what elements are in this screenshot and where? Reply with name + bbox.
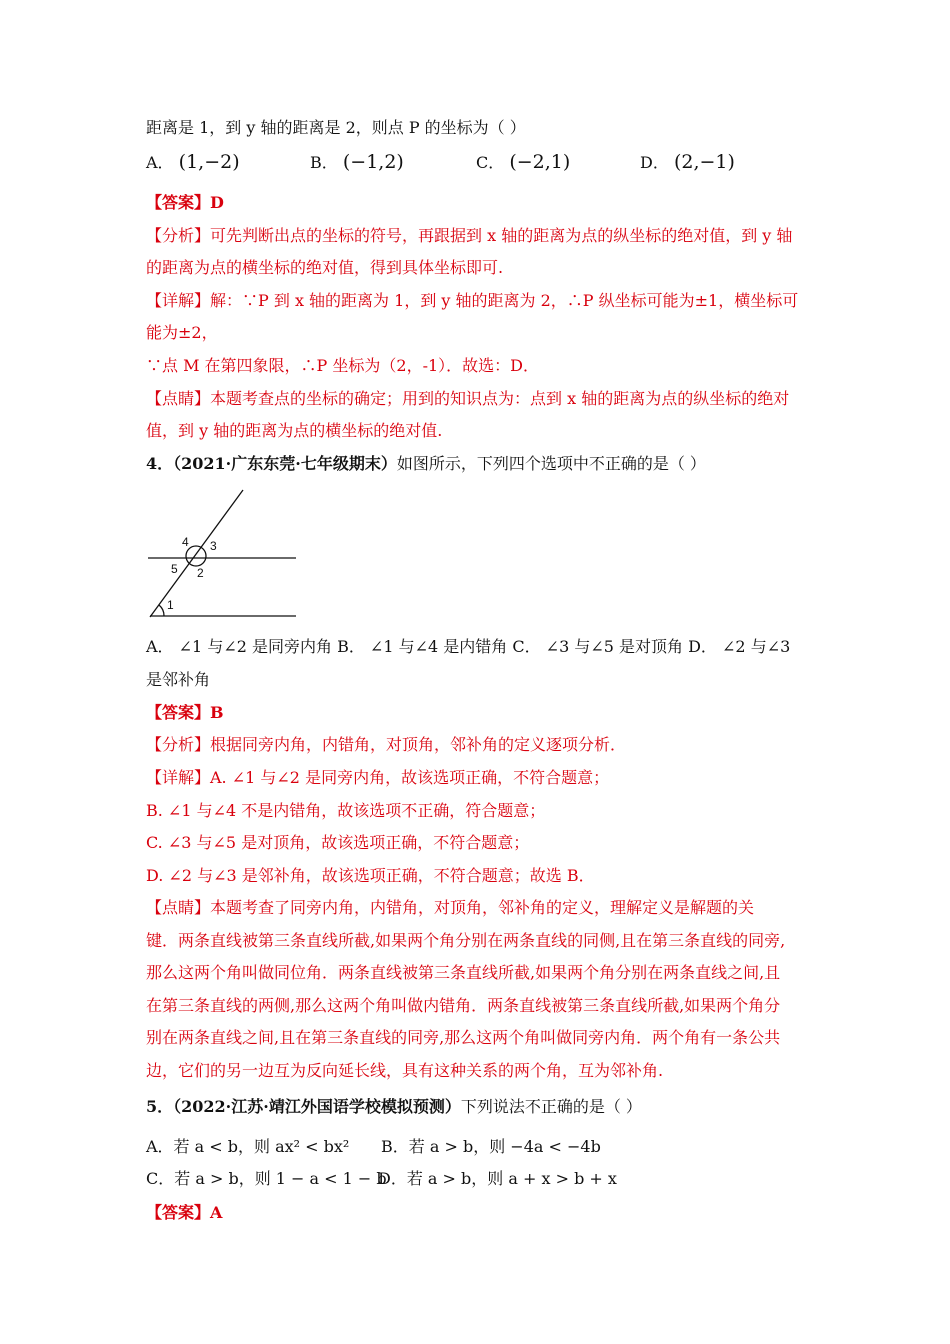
- q4-comment-line-2: 键．两条直线被第三条直线所截,如果两个角分别在两条直线的同侧,且在第三条直线的同旁,: [146, 931, 786, 950]
- q5-option-b: B．若 a > b，则 −4a < −4b: [381, 1137, 601, 1156]
- q5-option-c: C．若 a > b，则 1 − a < 1 − b: [146, 1169, 387, 1188]
- q4-detail-line-3: C. ∠3 与∠5 是对顶角，故该选项正确，不符合题意；: [146, 833, 530, 852]
- q3-option-c-value: (−2,1): [509, 151, 571, 173]
- angle-1-arc: [159, 605, 164, 616]
- angle-label-5: 5: [171, 562, 178, 576]
- angle-arc-circle: [186, 546, 206, 566]
- q4-number: 4．: [146, 454, 174, 473]
- q4-analysis: 【分析】根据同旁内角，内错角，对顶角，邻补角的定义逐项分析．: [146, 735, 627, 754]
- q5-number: 5．: [146, 1097, 174, 1116]
- q3-option-d: [640, 150, 735, 175]
- q3-option-c-label: C．: [476, 153, 505, 172]
- q3-option-a-value: (1,−2): [178, 151, 240, 173]
- q4-heading: [146, 454, 706, 474]
- q5-stem: 下列说法不正确的是（ ）: [460, 1097, 642, 1116]
- q4-comment-line-3: 那么这两个角叫做同位角．两条直线被第三条直线所截,如果两个角分别在两条直线之间,且: [146, 963, 781, 982]
- q4-detail-line-2: B. ∠1 与∠4 不是内错角，故该选项不正确，符合题意；: [146, 801, 546, 820]
- angle-label-3: 3: [210, 539, 217, 553]
- q3-option-c: [476, 150, 570, 175]
- q5-source: （2022·江苏·靖江外国语学校模拟预测）: [173, 1097, 461, 1116]
- q3-detail-line-2: 能为±2，: [146, 323, 218, 342]
- q4-source: （2021·广东东莞·七年级期末）: [173, 454, 397, 473]
- q5-option-d: D．若 a > b，则 a + x > b + x: [378, 1169, 617, 1188]
- q3-analysis-line-1: 【分析】可先判断出点的坐标的符号，再跟据到 x 轴的距离为点的纵坐标的绝对值，到 y 轴: [146, 226, 793, 245]
- q4-stem: 如图所示，下列四个选项中不正确的是（ ）: [396, 454, 706, 473]
- q4-comment-line-4: 在第三条直线的两侧,那么这两个角叫做内错角．两条直线被第三条直线所截,如果两个角分: [146, 996, 781, 1015]
- q4-comment-line-5: 别在两条直线之间,且在第三条直线的同旁,那么这两个角叫做同旁内角．两个角有一条公共: [146, 1028, 781, 1047]
- q4-answer: 【答案】B: [146, 703, 224, 722]
- q4-options-line-2: 是邻补角: [146, 670, 211, 689]
- q3-comment-line-1: 【点睛】本题考查点的坐标的确定；用到的知识点为：点到 x 轴的距离为点的纵坐标的绝对: [146, 389, 790, 408]
- q4-detail-line-4: D. ∠2 与∠3 是邻补角，故该选项正确，不符合题意；故选 B．: [146, 866, 595, 885]
- q3-comment-line-2: 值，到 y 轴的距离为点的横坐标的绝对值.: [146, 421, 443, 440]
- q3-answer: 【答案】D: [146, 193, 224, 212]
- angle-label-4: 4: [182, 535, 189, 549]
- q3-detail-line-3: ∵点 M 在第四象限，∴P 坐标为（2，-1）．故选：D．: [146, 356, 540, 375]
- q4-comment-line-6: 边，它们的另一边互为反向延长线，具有这种关系的两个角，互为邻补角.: [146, 1061, 664, 1080]
- q3-option-d-label: D．: [640, 153, 669, 172]
- q5-option-a: A．若 a < b，则 ax² < bx²: [146, 1137, 350, 1156]
- q3-analysis-line-2: 的距离为点的横坐标的绝对值，得到具体坐标即可.: [146, 258, 504, 277]
- q4-angle-figure: [140, 486, 310, 624]
- q5-answer: 【答案】A: [146, 1203, 223, 1222]
- q3-option-b-label: B．: [310, 153, 338, 172]
- q3-stem-line: 距离是 1，到 y 轴的距离是 2，则点 P 的坐标为（ ）: [146, 118, 526, 137]
- q4-options-line-1: A． ∠1 与∠2 是同旁内角 B． ∠1 与∠4 是内错角 C． ∠3 与∠5 是对顶角 D． ∠2 与∠3: [146, 637, 791, 656]
- q4-detail-line-1: 【详解】A. ∠1 与∠2 是同旁内角，故该选项正确，不符合题意；: [146, 768, 610, 787]
- q3-option-b: [310, 150, 404, 175]
- transversal-line: [150, 490, 243, 617]
- q5-heading: [146, 1097, 642, 1117]
- angle-label-2: 2: [197, 566, 204, 580]
- q3-option-a: [146, 150, 240, 175]
- q3-option-a-label: A．: [146, 153, 174, 172]
- angle-label-1: 1: [167, 598, 174, 612]
- q4-comment-line-1: 【点睛】本题考查了同旁内角，内错角，对顶角，邻补角的定义，理解定义是解题的关: [146, 898, 755, 917]
- q3-option-b-value: (−1,2): [342, 151, 404, 173]
- q3-detail-line-1: 【详解】解：∵P 到 x 轴的距离为 1，到 y 轴的距离为 2，∴P 纵坐标可能为±1，横坐标可: [146, 291, 799, 310]
- q3-option-d-value: (2,−1): [673, 151, 735, 173]
